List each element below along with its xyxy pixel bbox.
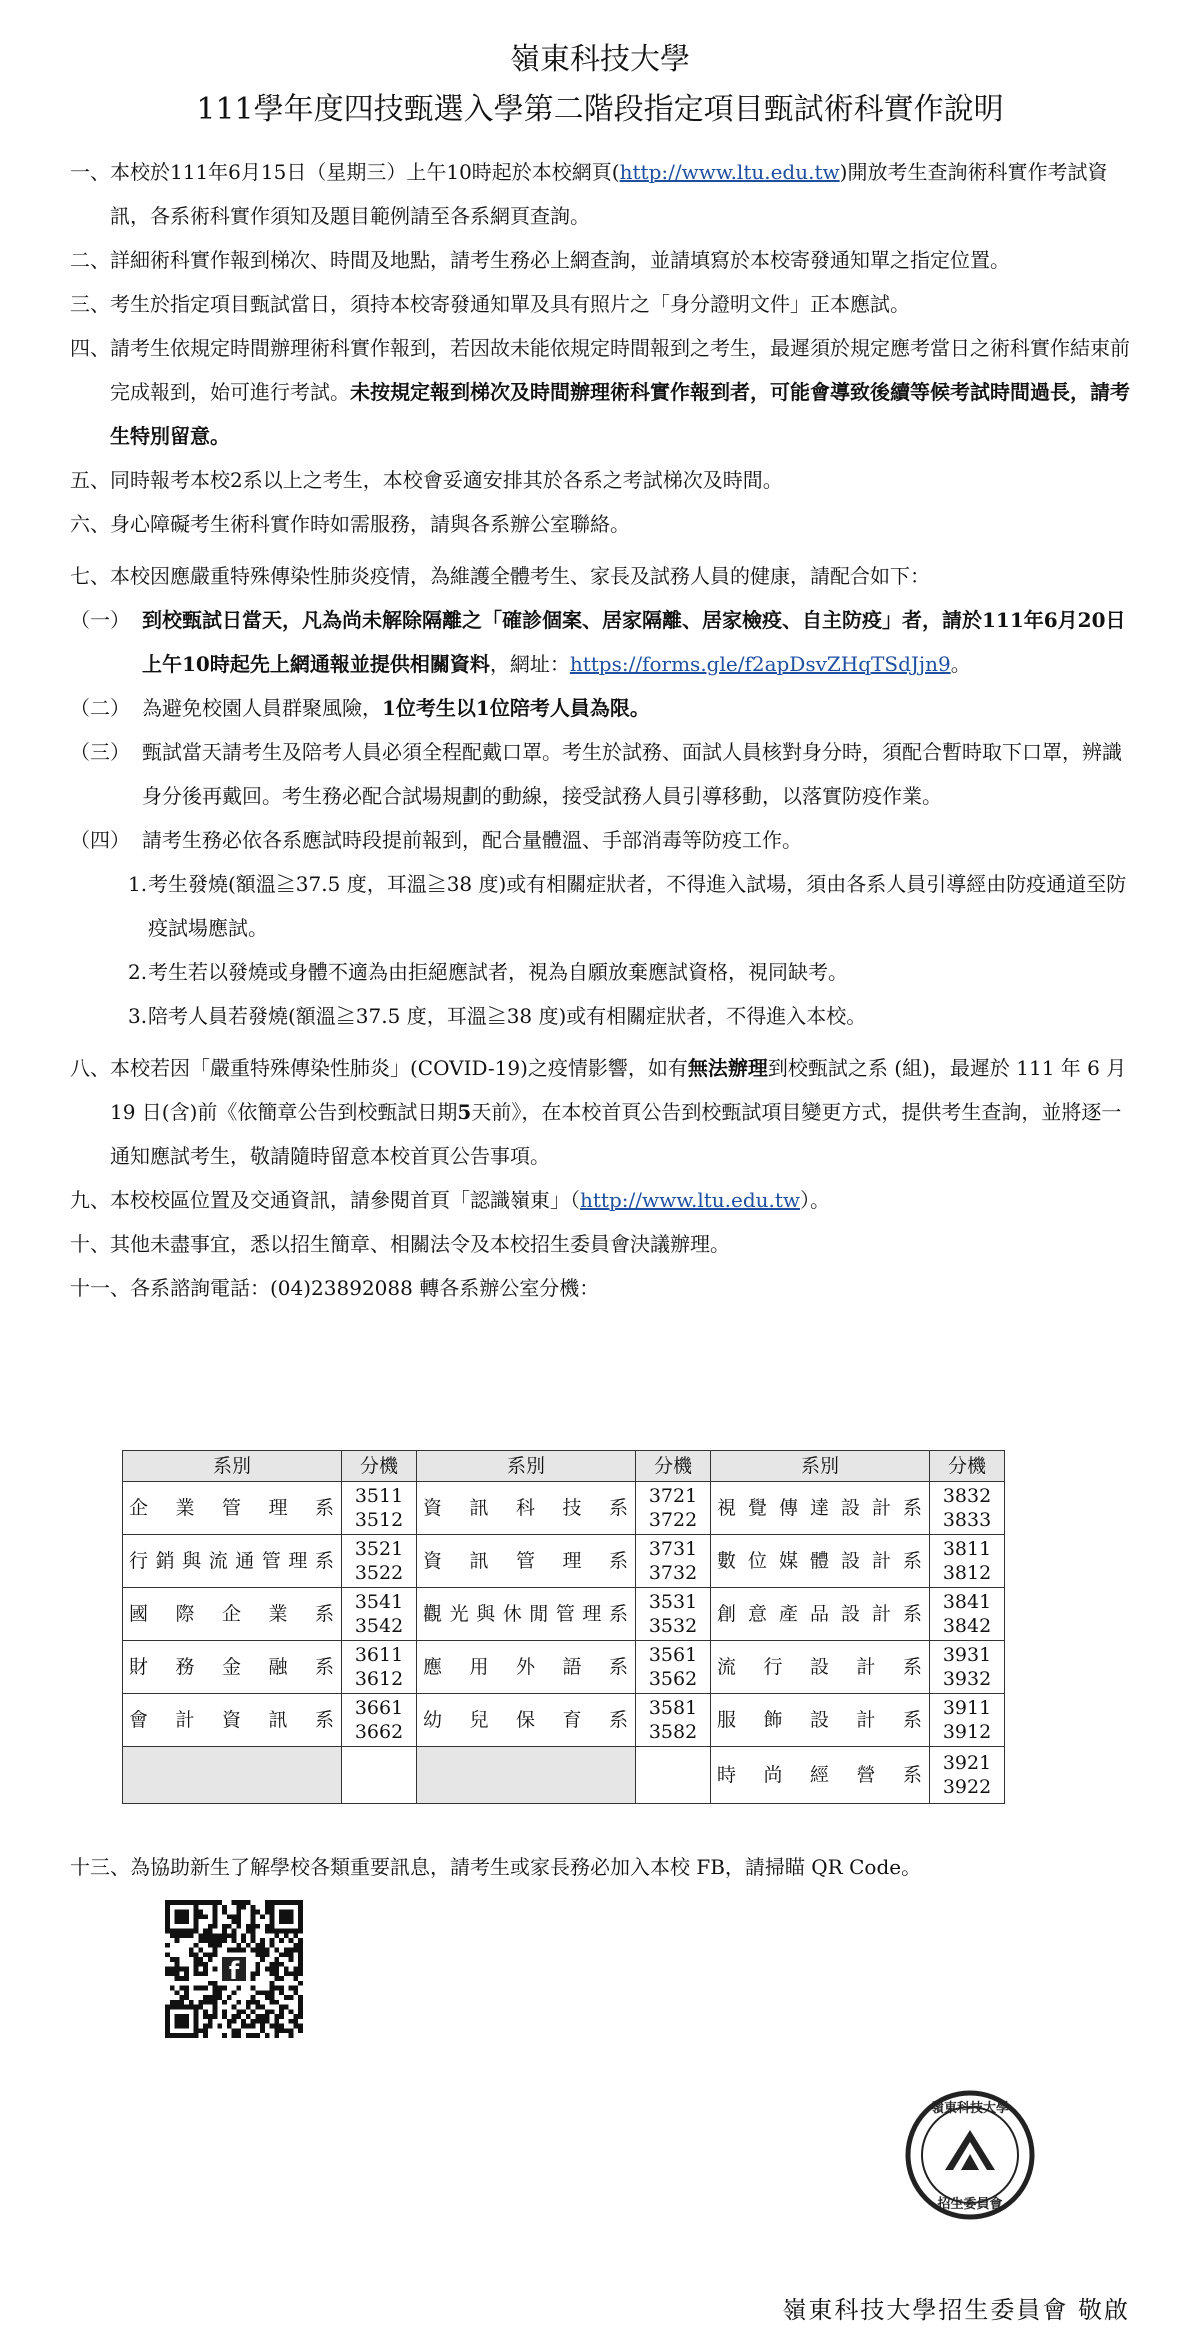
dept-name: 會計資訊系: [123, 1694, 342, 1747]
item-7-point-1: [70, 862, 1130, 950]
item-text: 本校於111年6月15日（星期三）上午10時起於本校網頁(: [110, 160, 620, 184]
dept-name: 企業管理系: [123, 1482, 342, 1535]
extension-number: 3921 3922: [930, 1747, 1005, 1804]
item-13: [70, 1845, 1130, 1889]
item-text: 請考生依規定時間辦理術科實作報到，若因故未能依規定時間報到之考生，最遲須於規定應考當日之術科實作結束前完成報到，始可進行考試。: [110, 336, 1130, 404]
sub-number: （三）: [70, 740, 130, 764]
sub-bold-text: 1位考生以1位陪考人員為限。: [382, 696, 650, 720]
item-text: 同時報考本校2系以上之考生，本校會妥適安排其於各系之考試梯次及時間。: [110, 468, 783, 492]
item-text: 天前》，在本校首頁公告到校甄試項目變更方式，提供考生查詢，並將逐一通知應試考生，敬請隨時留意本校首頁公告事項。: [110, 1100, 1122, 1168]
table-row: [123, 1694, 1005, 1747]
qr-code-icon[interactable]: [165, 1900, 303, 2038]
item-text: 考生於指定項目甄試當日，須持本校寄發通知單及具有照片之「身分證明文件」正本應試。: [110, 292, 910, 316]
sub-text: 。: [950, 652, 971, 676]
item-number: 八、: [70, 1056, 110, 1080]
item-text: )開放考生查詢術科實作考試資訊，各系術科實作須知及題目範例請至各系網頁查詢。: [110, 160, 1108, 228]
item-5: [70, 458, 1130, 502]
extension-table: [122, 1450, 1005, 1804]
svg-text:f: f: [228, 1956, 240, 1985]
sub-number: （四）: [70, 828, 130, 852]
dept-name: 資訊科技系: [417, 1482, 636, 1535]
item-text: 到校甄試之系 (組)，最遲於 111 年 6 月 19 日(含)前《依簡章公告到校甄試日期: [110, 1056, 1127, 1124]
item-text: 本校因應嚴重特殊傳染性肺炎疫情，為維護全體考生、家長及試務人員的健康，請配合如下：: [110, 564, 930, 588]
sub-bold-text: 到校甄試日當天，凡為尚未解除隔離之「確診個案、居家隔離、居家檢疫、自主防疫」者，請於111年6月20日上午10時起先上網通報並提供相關資料: [142, 608, 1126, 676]
extension-number: 3661 3662: [342, 1694, 417, 1747]
sub-text: 為避免校園人員群聚風險，: [142, 696, 382, 720]
item-number: 六、: [70, 512, 110, 536]
seal-icon: [905, 2090, 1035, 2220]
point-text: 陪考人員若發燒(額溫≧37.5 度，耳溫≧38 度)或有相關症狀者，不得進入本校。: [148, 1004, 867, 1028]
sub-text: 請考生務必依各系應試時段提前報到，配合量體溫、手部消毒等防疫工作。: [142, 828, 802, 852]
sub-text: ，網址：: [489, 652, 570, 676]
empty-cell: [123, 1747, 342, 1804]
extension-number: 3832 3833: [930, 1482, 1005, 1535]
point-text: 考生發燒(額溫≧37.5 度，耳溫≧38 度)或有相關症狀者，不得進入試場，須由各系人員引導經由防疫通道至防疫試場應試。: [148, 872, 1127, 940]
item-7-sub-4: [70, 818, 1130, 862]
item-10: [70, 1222, 1130, 1266]
column-header: 分機: [342, 1451, 417, 1482]
extension-number: 3911 3912: [930, 1694, 1005, 1747]
point-number: 1.: [128, 872, 148, 896]
dept-name: 幼兒保育系: [417, 1694, 636, 1747]
point-number: 2.: [128, 960, 148, 984]
page-title: 111學年度四技甄選入學第二階段指定項目甄試術科實作說明: [196, 92, 1004, 127]
extension-number: 3531 3532: [636, 1588, 711, 1641]
column-header: 分機: [636, 1451, 711, 1482]
dept-name: 創意產品設計系: [711, 1588, 930, 1641]
table-row: [123, 1588, 1005, 1641]
item-4: [70, 326, 1130, 458]
column-header: 分機: [930, 1451, 1005, 1482]
item-number: 四、: [70, 336, 110, 360]
item-7-sub-2: [70, 686, 1130, 730]
table-header-row: [123, 1451, 1005, 1482]
item-number: 三、: [70, 292, 110, 316]
form-link[interactable]: https://forms.gle/f2apDsvZHqTSdJjn9: [569, 652, 951, 676]
sub-number: （一）: [70, 608, 130, 632]
empty-cell: [636, 1747, 711, 1804]
item-bold-text: 無法辦理: [687, 1056, 768, 1080]
sub-number: （二）: [70, 696, 130, 720]
item-number: 一、: [70, 160, 110, 184]
signature: 嶺東科技大學招生委員會 敬啟: [782, 2296, 1130, 2324]
point-number: 3.: [128, 1004, 148, 1028]
item-text: 為協助新生了解學校各類重要訊息，請考生或家長務必加入本校 FB，請掃瞄 QR Code。: [130, 1855, 922, 1879]
dept-name: 時尚經營系: [711, 1747, 930, 1804]
item-7-sub-1: [70, 598, 1130, 686]
dept-name: 行銷與流通管理系: [123, 1535, 342, 1588]
item-bold-text: 5: [457, 1100, 472, 1124]
item-text: 其他未盡事宜，悉以招生簡章、相關法令及本校招生委員會決議辦理。: [110, 1232, 730, 1256]
notice-body: [70, 150, 1130, 1310]
item-7-sub-3: [70, 730, 1130, 818]
website-link[interactable]: http://www.ltu.edu.tw: [580, 1188, 801, 1212]
extension-number: 3611 3612: [342, 1641, 417, 1694]
dept-name: 應用外語系: [417, 1641, 636, 1694]
item-2: [70, 238, 1130, 282]
dept-name: 資訊管理系: [417, 1535, 636, 1588]
website-link[interactable]: http://www.ltu.edu.tw: [619, 160, 840, 184]
seal-top-text: 嶺東科技大學: [930, 2101, 1010, 2116]
item-number: 九、: [70, 1188, 110, 1212]
item-number: 十、: [70, 1232, 110, 1256]
empty-cell: [417, 1747, 636, 1804]
item-text: 身心障礙考生術科實作時如需服務，請與各系辦公室聯絡。: [110, 512, 630, 536]
item-bold-text: 未按規定報到梯次及時間辦理術科實作報到者，可能會導致後續等候考試時間過長，請考生特別留意。: [110, 380, 1130, 448]
dept-name: 視覺傳達設計系: [711, 1482, 930, 1535]
dept-name: 流行設計系: [711, 1641, 930, 1694]
item-7-point-2: [70, 950, 1130, 994]
dept-name: 財務金融系: [123, 1641, 342, 1694]
extension-number: 3561 3562: [636, 1641, 711, 1694]
item-3: [70, 282, 1130, 326]
dept-name: 觀光與休閒管理系: [417, 1588, 636, 1641]
item-text: 本校校區位置及交通資訊，請參閱首頁「認識嶺東」（: [110, 1188, 580, 1212]
extension-number: 3731 3732: [636, 1535, 711, 1588]
sub-text: 甄試當天請考生及陪考人員必須全程配戴口罩。考生於試務、面試人員核對身分時，須配合暫時取下口罩，辨識身分後再戴回。考生務必配合試場規劃的動線，接受試務人員引導移動，以落實防疫作業。: [142, 740, 1122, 808]
extension-number: 3811 3812: [930, 1535, 1005, 1588]
dept-name: 服飾設計系: [711, 1694, 930, 1747]
column-header: 系別: [711, 1451, 930, 1482]
table-row: [123, 1747, 1005, 1804]
column-header: 系別: [123, 1451, 342, 1482]
item-8: [70, 1046, 1130, 1178]
empty-cell: [342, 1747, 417, 1804]
extension-number: 3841 3842: [930, 1588, 1005, 1641]
extension-number: 3581 3582: [636, 1694, 711, 1747]
table-row: [123, 1641, 1005, 1694]
item-text: ）。: [800, 1188, 831, 1212]
column-header: 系別: [417, 1451, 636, 1482]
point-text: 考生若以發燒或身體不適為由拒絕應試者，視為自願放棄應試資格，視同缺考。: [148, 960, 848, 984]
extension-number: 3931 3932: [930, 1641, 1005, 1694]
item-7: [70, 554, 1130, 598]
extension-number: 3721 3722: [636, 1482, 711, 1535]
item-text: 詳細術科實作報到梯次、時間及地點，請考生務必上網查詢，並請填寫於本校寄發通知單之指定位置。: [110, 248, 1010, 272]
item-number: 十三、: [70, 1855, 130, 1879]
dept-name: 數位媒體設計系: [711, 1535, 930, 1588]
dept-name: 國際企業系: [123, 1588, 342, 1641]
item-11: [70, 1266, 1130, 1310]
extension-number: 3541 3542: [342, 1588, 417, 1641]
school-name: 嶺東科技大學: [510, 42, 690, 77]
item-number: 七、: [70, 564, 110, 588]
item-6: [70, 502, 1130, 546]
item-number: 十一、: [70, 1276, 130, 1300]
table-row: [123, 1482, 1005, 1535]
extension-number: 3521 3522: [342, 1535, 417, 1588]
item-number: 二、: [70, 248, 110, 272]
item-9: [70, 1178, 1130, 1222]
extension-number: 3511 3512: [342, 1482, 417, 1535]
item-text: 本校若因「嚴重特殊傳染性肺炎」(COVID-19)之疫情影響，如有: [110, 1056, 688, 1080]
item-7-point-3: [70, 994, 1130, 1038]
item-1: [70, 150, 1130, 238]
item-number: 五、: [70, 468, 110, 492]
item-text: 各系諮詢電話：(04)23892088 轉各系辦公室分機：: [130, 1276, 600, 1300]
seal-bottom-text: 招生委員會: [937, 2197, 1003, 2212]
table-row: [123, 1535, 1005, 1588]
